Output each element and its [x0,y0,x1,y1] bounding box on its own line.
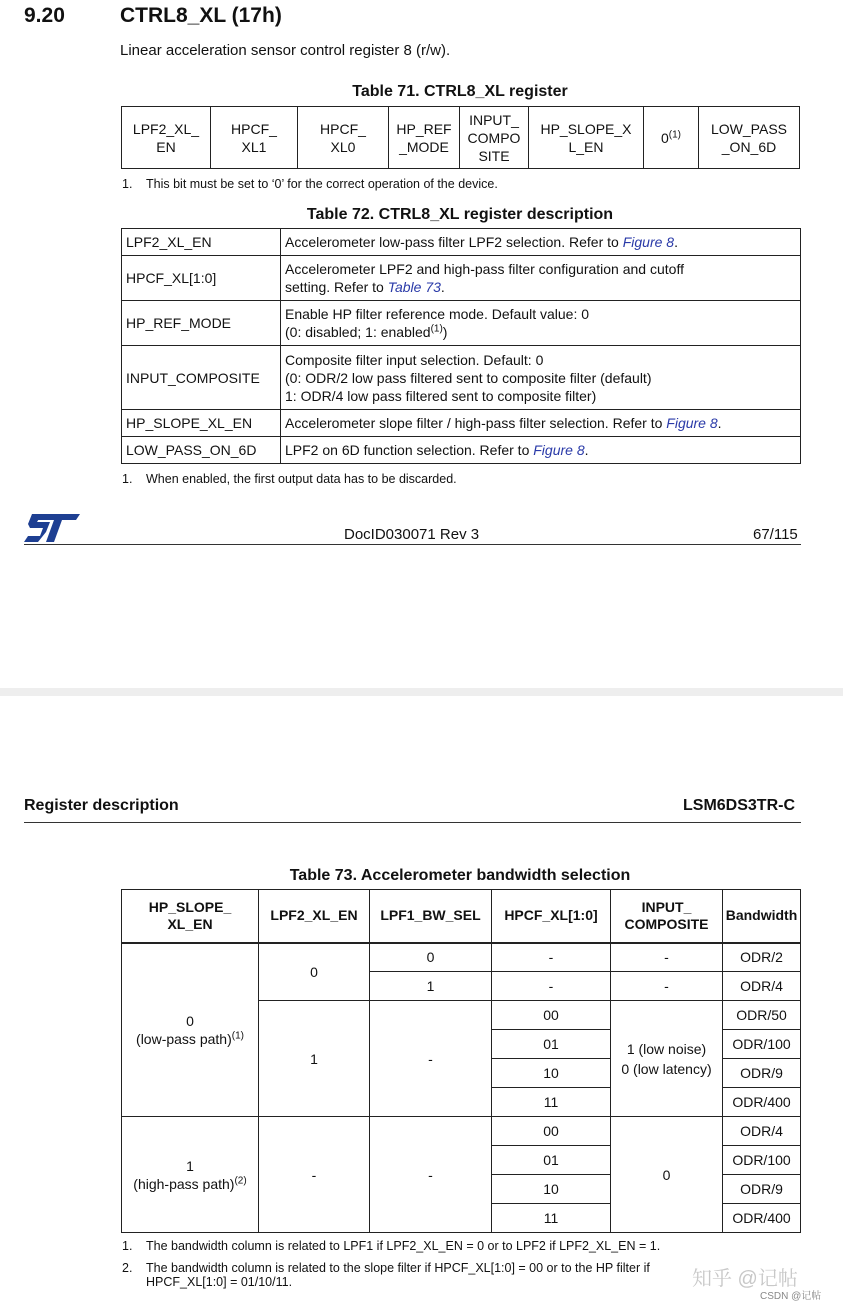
hpcf-cell: - [492,972,611,1001]
bit-zero: 0$^{(1)}$ [644,107,699,169]
lpf2-cell: 0 [259,943,370,1001]
figure-link[interactable]: Figure 8 [622,234,675,250]
footer-rule [24,544,801,545]
hpcf-cell: - [492,943,611,972]
bit-hp-ref-mode: HP_REF _MODE [389,107,460,169]
bandwidth-cell: ODR/2 [723,943,801,972]
figure-link[interactable]: Figure 8 [533,442,585,458]
table72-description [121,228,801,464]
bandwidth-cell: ODR/4 [723,972,801,1001]
hpcf-cell: 10 [492,1059,611,1088]
field-description: Accelerometer LPF2 and high-pass filter configuration and cutoff setting. Refer to Table 73. [281,256,801,301]
hpcf-cell: 01 [492,1146,611,1175]
bandwidth-cell: ODR/100 [723,1030,801,1059]
bandwidth-cell: ODR/100 [723,1146,801,1175]
hpcf-cell: 00 [492,1117,611,1146]
bit-lpf2-xl-en: LPF2_XL_ EN [122,107,211,169]
bit-hpcf-xl0: HPCF_ XL0 [298,107,389,169]
col-header: LPF2_XL_EN [259,890,370,943]
field-description: Composite filter input selection. Default: 0 (0: ODR/2 low pass filtered sent to composite filter (default) 1: ODR/4 low pass filtered sent to composite filter) [281,346,801,410]
table71-footnote: 1. This bit must be set to ‘0’ for the correct operation of the device. [122,177,498,191]
bit-hp-slope-xl-en: HP_SLOPE_X L_EN [529,107,644,169]
input-cell: - [611,943,723,972]
lpf1-cell: 0 [370,943,492,972]
table72-caption: Table 72. CTRL8_XL register description [306,206,614,223]
lpf1-cell: - [370,1117,492,1233]
hpcf-cell: 01 [492,1030,611,1059]
bit-low-pass-on-6d: LOW_PASS _ON_6D [699,107,800,169]
table73-caption: Table 73. Accelerometer bandwidth selection [289,867,631,884]
header-rule [24,822,801,823]
table71-register [121,106,800,169]
field-name: LPF2_XL_EN [122,229,281,256]
col-header: HP_SLOPE_ XL_EN [122,890,259,943]
col-header: HPCF_XL[1:0] [492,890,611,943]
table-row [122,943,801,972]
table-link[interactable]: Table 73 [387,279,441,295]
field-name: LOW_PASS_ON_6D [122,437,281,464]
lpf1-cell: - [370,1001,492,1117]
field-name: HP_SLOPE_XL_EN [122,410,281,437]
field-description: Accelerometer slope filter / high-pass filter selection. Refer to Figure 8. [281,410,801,437]
field-name: HP_REF_MODE [122,301,281,346]
hpcf-cell: 10 [492,1175,611,1204]
section-number: 9.20 [24,4,65,27]
table71-caption: Table 71. CTRL8_XL register [352,83,568,100]
table73-bandwidth [121,889,801,1233]
table-row [122,301,801,346]
table73-footnote: 2. The bandwidth column is related to the slope filter if HPCF_XL[1:0] = 00 or to the HP filter if HPCF_XL[1:0] = 01/10/11. [122,1261,650,1289]
col-header: Bandwidth [723,890,801,943]
col-header: LPF1_BW_SEL [370,890,492,943]
input-cell: 1 (low noise) 0 (low latency) [611,1001,723,1117]
page-number: 67/115 [753,526,798,543]
field-name: HPCF_XL[1:0] [122,256,281,301]
running-header-right: LSM6DS3TR-C [683,797,796,814]
section-title: CTRL8_XL (17h) [120,4,282,27]
bit-input-composite: INPUT_ COMPO SITE [460,107,529,169]
table-row [122,1117,801,1146]
st-logo-icon [24,514,80,542]
field-name: INPUT_COMPOSITE [122,346,281,410]
table-row [122,437,801,464]
bandwidth-cell: ODR/9 [723,1059,801,1088]
field-description: Enable HP filter reference mode. Default value: 0 (0: disabled; 1: enabled$^{(1)}$) [281,301,801,346]
table-row [122,410,801,437]
table-row [122,346,801,410]
page-separator [0,688,843,696]
running-header-left: Register description [24,797,179,814]
footnote-ref: (1) [668,128,682,140]
watermark: 知乎 @记帖 [692,1268,798,1290]
hpcf-cell: 00 [492,1001,611,1030]
figure-link[interactable]: Figure 8 [666,415,718,431]
hpcf-cell: 11 [492,1088,611,1117]
bandwidth-cell: ODR/400 [723,1204,801,1233]
bandwidth-cell: ODR/400 [723,1088,801,1117]
bandwidth-cell: ODR/9 [723,1175,801,1204]
table73-footnote: 1. The bandwidth column is related to LPF1 if LPF2_XL_EN = 0 or to LPF2 if LPF2_XL_EN = 1. [122,1239,661,1253]
input-cell: 0 [611,1117,723,1233]
field-description: Accelerometer low-pass filter LPF2 selection. Refer to Figure 8. [281,229,801,256]
field-description: LPF2 on 6D function selection. Refer to Figure 8. [281,437,801,464]
lpf1-cell: 1 [370,972,492,1001]
lpf2-cell: 1 [259,1001,370,1117]
bandwidth-cell: ODR/50 [723,1001,801,1030]
group-high-pass: 1 (high-pass path)$^{(2)}$ [122,1117,259,1233]
group-low-pass: 0 (low-pass path)$^{(1)}$ [122,943,259,1117]
table72-footnote: 1. When enabled, the first output data has to be discarded. [122,472,457,486]
bandwidth-cell: ODR/4 [723,1117,801,1146]
section-description: Linear acceleration sensor control register 8 (r/w). [120,42,451,59]
col-header: INPUT_ COMPOSITE [611,890,723,943]
bit-hpcf-xl1: HPCF_ XL1 [211,107,298,169]
table-row [122,229,801,256]
doc-id: DocID030071 Rev 3 [344,526,480,543]
lpf2-cell: - [259,1117,370,1233]
hpcf-cell: 11 [492,1204,611,1233]
table-row [122,256,801,301]
watermark-sub: CSDN @记帖 [760,1291,822,1302]
input-cell: - [611,972,723,1001]
